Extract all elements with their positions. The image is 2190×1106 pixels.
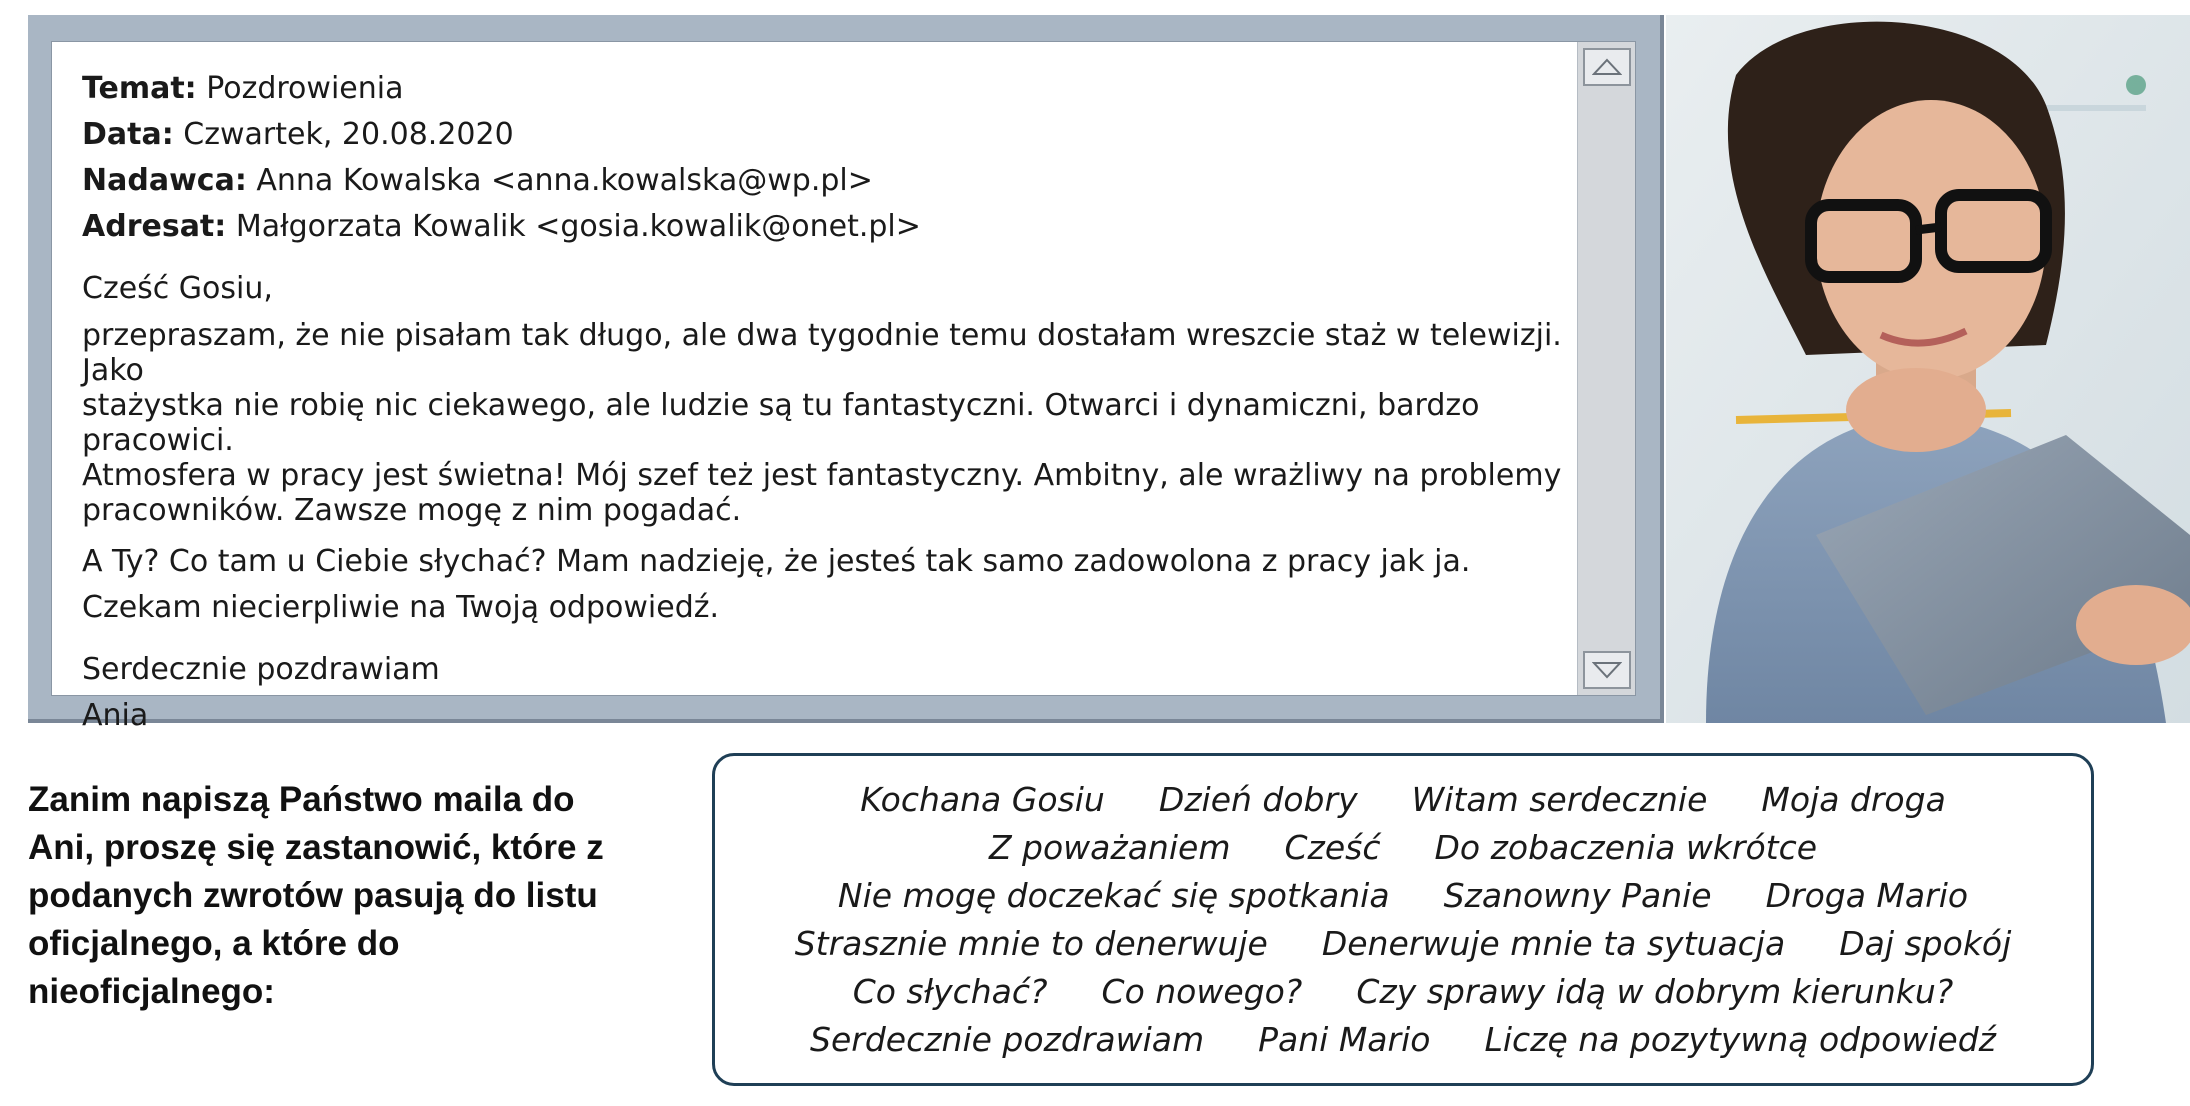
phrase-item: Nie mogę doczekać się spotkania — [837, 876, 1390, 915]
phrase-row — [715, 1016, 2091, 1064]
phrase-item: Szanowny Panie — [1443, 876, 1712, 915]
email-content — [82, 66, 1582, 739]
email-closing: Serdecznie pozdrawiam — [82, 652, 440, 687]
email-question-line: A Ty? Co tam u Ciebie słychać? Mam nadzieję, że jesteś tak samo zadowolona z pracy jak ja. — [82, 544, 1471, 579]
paragraph-line: Atmosfera w pracy jest świetna! Mój szef też jest fantastyczny. Ambitny, ale wrażliwy na problemy — [82, 458, 1562, 493]
phrase-item: Co słychać? — [852, 972, 1048, 1011]
email-greeting: Cześć Gosiu, — [82, 271, 273, 306]
woman-with-tablet-photo — [1666, 15, 2190, 723]
email-date-line — [82, 112, 1582, 158]
subject-value: Pozdrowienia — [206, 71, 404, 106]
phrase-row — [715, 968, 2091, 1016]
date-label: Data: — [82, 117, 174, 152]
paragraph-line: stażystka nie robię nic ciekawego, ale ludzie są tu fantastyczni. Otwarci i dynamiczni, bardzo pracowici. — [82, 388, 1480, 458]
task-question: Zanim napiszą Państwo maila do Ani, proszę się zastanowić, które z podanych zwrotów pasują do listu oficjalnego, a które do nieoficjalnego: — [28, 780, 604, 1011]
phrase-item: Do zobaczenia wkrótce — [1434, 828, 1818, 867]
paragraph-line: przepraszam, że nie pisałam tak długo, ale dwa tygodnie temu dostałam wreszcie staż w telewizji. Jako — [82, 318, 1562, 388]
email-waiting-line: Czekam niecierpliwie na Twoją odpowiedź. — [82, 590, 720, 625]
phrase-item: Strasznie mnie to denerwuje — [794, 924, 1268, 963]
sender-label: Nadawca: — [82, 163, 247, 198]
recipient-value: Małgorzata Kowalik <gosia.kowalik@onet.pl> — [235, 209, 921, 244]
email-message-pane — [51, 41, 1636, 733]
email-recipient-line — [82, 204, 1582, 250]
triangle-up-icon — [1592, 58, 1622, 76]
phrase-item: Pani Mario — [1258, 1020, 1431, 1059]
phrases-box — [712, 753, 2094, 1086]
email-sender-line — [82, 158, 1582, 204]
phrase-row — [715, 824, 2091, 872]
phrase-item: Moja droga — [1761, 780, 1946, 819]
email-window — [28, 15, 1664, 733]
phrase-item: Dzień dobry — [1158, 780, 1358, 819]
date-value: Czwartek, 20.08.2020 — [183, 117, 514, 152]
email-subject-line — [82, 66, 1582, 112]
subject-label: Temat: — [82, 71, 197, 106]
phrase-row — [715, 872, 2091, 920]
phrase-item: Denerwuje mnie ta sytuacja — [1321, 924, 1786, 963]
paragraph-line: pracowników. Zawsze mogę z nim pogadać. — [82, 493, 742, 528]
phrase-item: Kochana Gosiu — [860, 780, 1105, 819]
phrase-item: Witam serdecznie — [1411, 780, 1708, 819]
phrase-row — [715, 920, 2091, 968]
sender-value: Anna Kowalska <anna.kowalska@wp.pl> — [256, 163, 873, 198]
email-main-paragraph — [82, 318, 1582, 528]
triangle-down-icon — [1592, 661, 1622, 679]
scroll-up-button[interactable] — [1583, 48, 1631, 86]
phrase-item: Cześć — [1284, 828, 1381, 867]
phrase-item: Czy sprawy idą w dobrym kierunku? — [1356, 972, 1954, 1011]
phrase-row — [715, 776, 2091, 824]
phrase-item: Droga Mario — [1765, 876, 1969, 915]
phrase-item: Liczę na pozytywną odpowiedź — [1484, 1020, 1996, 1059]
scroll-down-button[interactable] — [1583, 651, 1631, 689]
phrases-list — [715, 776, 2091, 1064]
email-scrollbar[interactable] — [1577, 42, 1635, 695]
phrase-item: Co nowego? — [1101, 972, 1303, 1011]
email-signature: Ania — [82, 698, 149, 733]
phrase-item: Daj spokój — [1839, 924, 2012, 963]
recipient-label: Adresat: — [82, 209, 227, 244]
phrase-item: Serdecznie pozdrawiam — [810, 1020, 1205, 1059]
phrase-item: Z poważaniem — [988, 828, 1231, 867]
